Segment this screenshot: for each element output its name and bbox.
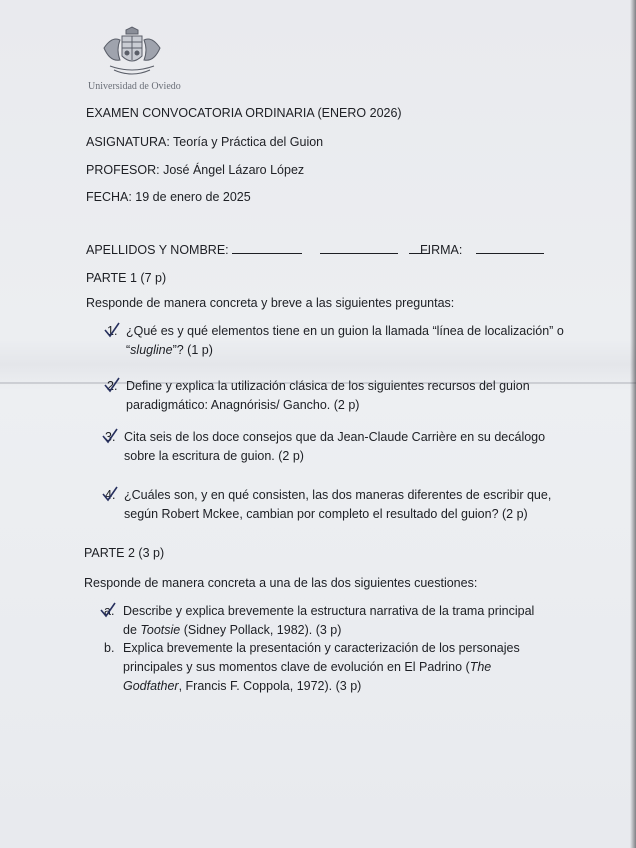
question-number: 3. (105, 430, 116, 444)
option-a (123, 602, 543, 640)
question-1-text: ¿Qué es y qué elementos tiene en un guion la llamada “línea de localización” o “ (126, 324, 564, 357)
option-b-italic: The Godfather (123, 660, 492, 693)
question-1-italic: slugline (130, 343, 173, 357)
option-a-points: (Sidney Pollack, 1982). (3 p) (180, 623, 342, 637)
option-letter: b. (104, 641, 115, 655)
name-blank-2[interactable] (320, 243, 398, 254)
paper-edge-shadow (630, 0, 636, 848)
part1-title: PARTE 1 (7 p) (86, 271, 167, 285)
pen-check-mark-icon (101, 485, 119, 503)
question-number: 4. (105, 488, 116, 502)
university-name: Universidad de Oviedo (88, 81, 181, 92)
question-3: Cita seis de los doce consejos que da Jean-Claude Carrière en su decálogo sobre la escritura de guion. (2 p) (124, 430, 546, 463)
pen-check-mark-icon (99, 601, 117, 619)
option-letter: a. (104, 604, 115, 618)
name-label: APELLIDOS Y NOMBRE: (86, 243, 229, 257)
exam-title: EXAMEN CONVOCATORIA ORDINARIA (ENERO 2026) (86, 106, 402, 120)
pen-check-mark-icon (103, 321, 121, 339)
question-1-points: ”? (1 p) (172, 343, 213, 357)
question-number: 1. (107, 324, 118, 338)
question-2: Define y explica la utilización clásica de los siguientes recursos del guion paradigmático: Anagnórisis/ Gancho. (2 p) (126, 379, 530, 412)
part2-title: PARTE 2 (3 p) (84, 546, 165, 560)
university-crest-icon (96, 26, 168, 78)
option-a-italic: Tootsie (140, 623, 181, 637)
pen-check-mark-icon (103, 376, 121, 394)
signature-row (420, 243, 544, 257)
option-b-points: , Francis F. Coppola, 1972). (3 p) (178, 679, 362, 693)
signature-blank[interactable] (476, 243, 544, 254)
part1-instruction: Responde de manera concreta y breve a las siguientes preguntas: (86, 296, 455, 310)
question-4: ¿Cuáles son, y en qué consisten, las dos maneras diferentes de escribir que, según Robert Mckee, cambian por completo el resultado del guion? (2 p) (124, 488, 552, 521)
professor-line: PROFESOR: José Ángel Lázaro López (86, 163, 305, 177)
part2-instruction: Responde de manera concreta a una de las dos siguientes cuestiones: (84, 576, 478, 590)
signature-label: FIRMA: (420, 243, 463, 257)
date-line: FECHA: 19 de enero de 2025 (86, 190, 251, 204)
name-row (86, 243, 429, 257)
option-b-text: Explica brevemente la presentación y caracterización de los personajes principales y sus momentos clave de evolución en El Padrino ( (123, 641, 520, 674)
option-a-text: Describe y explica brevemente la estructura narrativa de la trama principal de (123, 604, 535, 637)
pen-check-mark-icon (101, 427, 119, 445)
subject-line: ASIGNATURA: Teoría y Práctica del Guion (86, 135, 324, 149)
option-b (123, 639, 533, 696)
name-blank-1[interactable] (232, 243, 302, 254)
question-number: 2. (107, 379, 118, 393)
question-1 (126, 322, 576, 360)
